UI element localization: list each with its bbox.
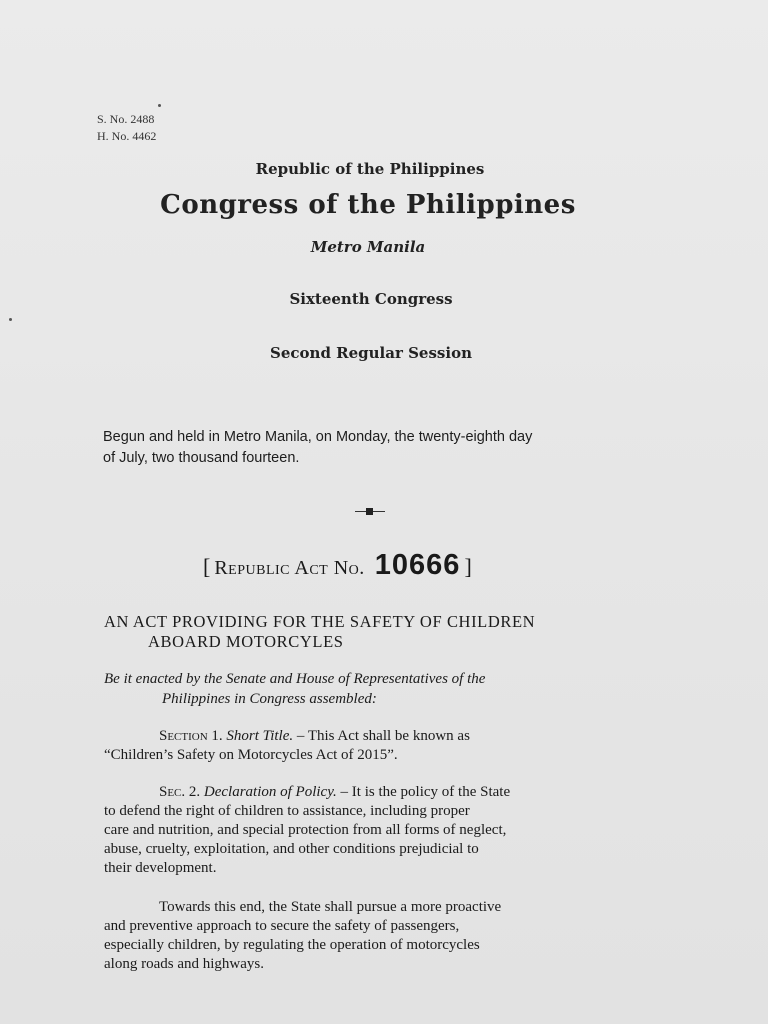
republic-act-number — [203, 549, 472, 582]
house-bill-number: H. No. 4462 — [97, 129, 157, 143]
republic-act-value: 10666 — [374, 549, 461, 581]
open-bracket: [ — [203, 554, 211, 579]
policy-paragraph-line-4: along roads and highways. — [104, 956, 264, 972]
act-title-line-2: ABOARD MOTORCYLES — [148, 632, 344, 651]
enacting-clause — [104, 669, 649, 709]
congress-heading: Congress of the Philippines — [160, 190, 576, 220]
enacting-clause-line-2: Philippines in Congress assembled: — [162, 691, 377, 707]
section-divider — [355, 507, 385, 515]
section-2-line-1 — [104, 783, 649, 802]
act-title-line-1: AN ACT PROVIDING FOR THE SAFETY OF CHILDREN — [104, 612, 536, 631]
policy-paragraph-line-2: and preventive approach to secure the safety of passengers, — [104, 918, 460, 934]
enacting-clause-line-1: Be it enacted by the Senate and House of Representatives of the — [104, 671, 486, 687]
section-2-label: Sec. 2. — [159, 784, 201, 800]
section-2-line-3: care and nutrition, and special protection from all forms of neglect, — [104, 822, 507, 838]
close-bracket: ] — [464, 554, 472, 579]
section-1-text: – This Act shall be known as — [293, 728, 470, 744]
republic-act-label: Republic Act No. — [214, 557, 365, 579]
section-1-label: Section 1. — [159, 728, 223, 744]
begun-statement — [103, 427, 663, 469]
location-heading: Metro Manila — [310, 238, 426, 256]
act-title — [104, 612, 664, 652]
republic-heading: Republic of the Philippines — [255, 160, 485, 178]
section-1-line-1 — [104, 727, 649, 746]
policy-paragraph-line-3: especially children, by regulating the operation of motorcycles — [104, 937, 480, 953]
scan-speck — [158, 104, 161, 107]
section-2-line-5: their development. — [104, 860, 217, 876]
congress-number-heading: Sixteenth Congress — [289, 290, 453, 308]
policy-paragraph-line-1: Towards this end, the State shall pursue a more proactive — [159, 899, 502, 915]
section-2-line-4: abuse, cruelty, exploitation, and other conditions prejudicial to — [104, 841, 479, 857]
bill-numbers — [97, 111, 156, 145]
section-2-heading: Declaration of Policy. — [203, 784, 337, 800]
section-1-heading: Short Title. — [226, 728, 294, 744]
show-through-text — [440, 150, 740, 320]
divider-ornament — [366, 508, 373, 515]
section-2 — [104, 783, 649, 878]
scan-speck — [9, 318, 12, 321]
senate-bill-number: S. No. 2488 — [97, 112, 155, 126]
policy-paragraph — [104, 898, 649, 974]
section-2-text: – It is the policy of the State — [336, 784, 511, 800]
section-1 — [104, 727, 649, 765]
session-heading: Second Regular Session — [270, 344, 472, 362]
section-1-line-2: “Children’s Safety on Motorcycles Act of 2015”. — [104, 747, 398, 763]
begun-line-1: Begun and held in Metro Manila, on Monday, the twenty-eighth day — [103, 429, 533, 445]
begun-line-2: of July, two thousand fourteen. — [103, 450, 300, 466]
section-2-line-2: to defend the right of children to assistance, including proper — [104, 803, 470, 819]
